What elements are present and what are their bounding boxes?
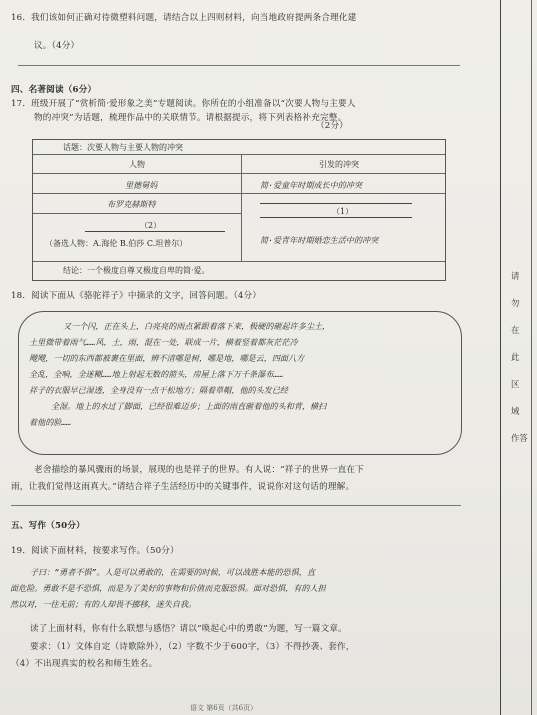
blank-line — [260, 217, 412, 218]
excerpt-line: 祥子的衣服早已湿透，全身没有一点干松地方；隔着草帽，他的头发已经 — [29, 385, 289, 395]
question-18-prompt: 18．阅读下面从《骆驼祥子》中摘录的文字，回答问题。（4分） — [11, 291, 262, 301]
excerpt-line: 飕飕，一切的东西都被裹在里面，辨不清哪是树，哪是地，哪是云，四面八方 — [29, 353, 305, 363]
margin-notice-char: 作答 — [511, 433, 528, 443]
question-19-requirements: 要求：（1）文体自定（诗歌除外），（2）字数不少于600字，（3）不得抄袭、套作， — [30, 642, 355, 652]
question-19-prompt: 19．阅读下面材料，按要求写作。（50分） — [11, 546, 179, 556]
table-row-3-conflict: 简·爱青年时期婚恋生活中的冲突 — [260, 235, 379, 245]
question-18-line-1: 老舍描绘的暴风骤雨的场景，展现的也是祥子的世界。有人说：“祥子的世界一直在下 — [34, 465, 364, 475]
character-conflict-table — [32, 139, 446, 281]
page-edge — [531, 0, 532, 715]
table-row-1-character: 里德舅妈 — [125, 180, 158, 190]
margin-notice-char: 勿 — [511, 298, 520, 308]
excerpt-line: 全乱，全响，全迷糊……地上射起无数的箭头，房屋上落下万千条瀑布…… — [29, 369, 284, 379]
excerpt-line: 土里微带着雨气……风，土，雨，混在一处，联成一片，横着竖着都灰茫茫冷 — [29, 337, 298, 347]
question-18-line-2: 雨，让我们觉得这雨真大。”请结合祥子生活经历中的关键事件，说说你对这句话的理解。 — [11, 482, 355, 492]
excerpt-line: 着他的脸…… — [29, 417, 72, 427]
blank-line — [260, 203, 412, 204]
margin-notice-char: 请 — [511, 271, 520, 281]
question-16-line-2: 议。（4分） — [34, 41, 80, 51]
excerpt-box — [18, 311, 462, 455]
column-header-characters: 人物 — [129, 160, 145, 169]
excerpt-line: 又一个闪，正在头上，白亮亮的雨点紧跟着落下来，极硬的砸起许多尘土， — [63, 321, 331, 331]
section-4-heading: 四、名著阅读（6分） — [11, 85, 97, 95]
material-line: 然以对，一往无前；有的人却畏不挪移，迷失自我。 — [10, 599, 197, 609]
table-divider — [33, 173, 445, 174]
candidate-options: （备选人物：A.海伦 B.伯莎 C.坦普尔） — [45, 239, 188, 248]
section-divider — [11, 505, 461, 506]
question-19-task: 读了上面材料，你有什么联想与感悟？请以“唤起心中的勇敢”为题，写一篇文章。 — [30, 624, 347, 634]
table-column-divider — [241, 154, 242, 261]
table-divider — [33, 261, 445, 262]
margin-notice-char: 在 — [511, 325, 520, 335]
blank-1-label[interactable]: （1） — [332, 207, 354, 216]
table-divider — [33, 154, 445, 155]
margin-notice-char: 此 — [511, 352, 520, 362]
question-17-line-1: 17．班级开展了“赏析简·爱形象之美”专题阅读。你所在的小组准备以“次要人物与主要人 — [11, 99, 356, 109]
table-divider — [33, 213, 241, 214]
blank-line — [85, 231, 225, 232]
excerpt-line: 全湿。地上的水过了脚面，已经很难迈步；上面的雨直砸着他的头和背，横扫 — [51, 401, 327, 411]
margin-notice-char: 区 — [511, 379, 520, 389]
table-row-2-character: 布罗克赫斯特 — [107, 199, 156, 209]
table-conclusion: 结论：一个极度自尊又极度自卑的简·爱。 — [63, 266, 210, 275]
column-header-conflicts: 引发的冲突 — [319, 160, 359, 169]
material-line: 面危险。勇敢不是不恐惧，而是为了美好的事物和价值而克服恐惧。面对恐惧，有的人担 — [10, 583, 326, 593]
blank-2-label[interactable]: （2） — [140, 221, 162, 230]
binding-line — [500, 0, 501, 715]
answer-line — [18, 65, 460, 66]
question-16-line-1: 16．我们该如何正确对待微塑料问题，请结合以上四则材料，向当地政府提两条合理化建 — [11, 13, 357, 23]
table-topic: 话题：次要人物与主要人物的冲突 — [63, 143, 183, 152]
question-19-requirement-4: （4）不出现真实的校名和师生姓名。 — [11, 659, 158, 669]
question-17-line-2: 物的冲突”为话题，梳理作品中的关联情节。请根据提示，将下列表格补充完整。 — [34, 113, 347, 123]
section-5-heading: 五、写作（50分） — [11, 521, 85, 531]
material-line: 子曰：“勇者不惧”。人是可以勇敢的，在需要的时候，可以战胜本能的恐惧，直 — [30, 567, 315, 577]
margin-notice-char: 域 — [511, 406, 520, 416]
page-footer: 语文 第6页（共6页） — [190, 704, 258, 712]
question-17-points: （2分） — [316, 121, 349, 131]
table-row-1-conflict: 简·爱童年时期成长中的冲突 — [260, 180, 362, 190]
table-divider — [33, 193, 445, 194]
